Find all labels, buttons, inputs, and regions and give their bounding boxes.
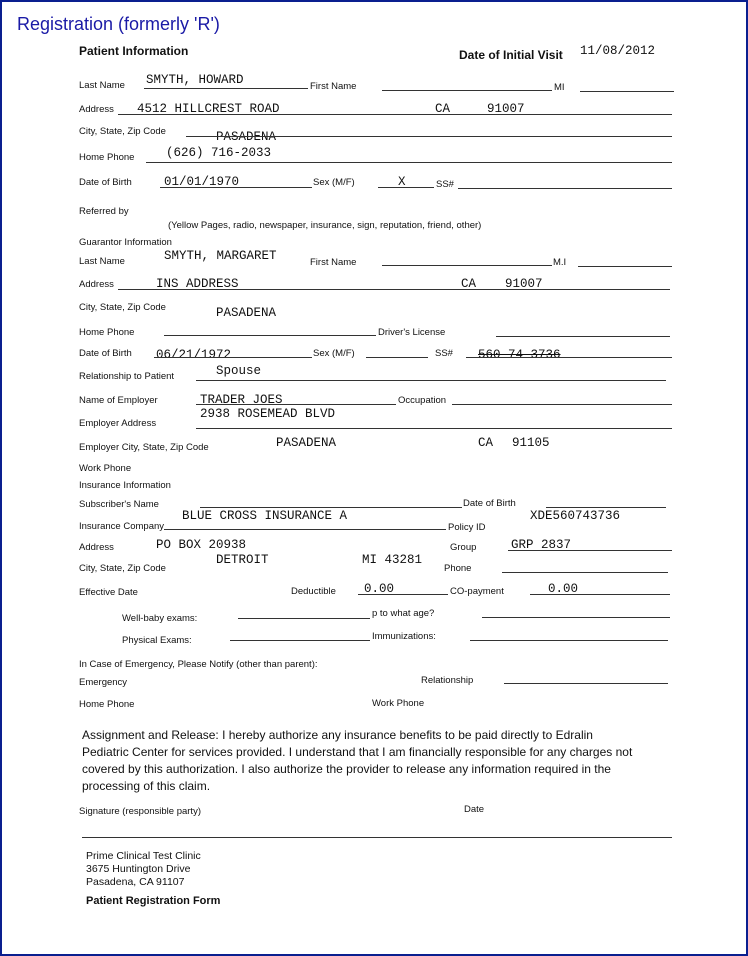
employer-state-field[interactable]: CA xyxy=(478,436,494,450)
guarantor-address-field[interactable]: INS ADDRESS xyxy=(156,277,239,291)
guarantor-ssn-label: SS# xyxy=(435,348,453,359)
insurance-company-field[interactable]: BLUE CROSS INSURANCE A xyxy=(182,509,348,523)
emergency-work-phone-label: Work Phone xyxy=(372,698,425,709)
underline xyxy=(186,136,672,137)
copay-field[interactable]: 0.00 xyxy=(548,582,579,596)
immunizations-field[interactable] xyxy=(470,640,668,641)
guarantor-home-phone-field[interactable] xyxy=(164,335,376,336)
guarantor-address-label: Address xyxy=(79,279,114,290)
guarantor-dob-field[interactable]: 06/21/1972 xyxy=(156,348,232,362)
employer-label: Name of Employer xyxy=(79,395,158,406)
guarantor-first-name-label: First Name xyxy=(310,257,357,268)
guarantor-ssn-field[interactable]: 560-74-3736 xyxy=(478,348,561,362)
underline xyxy=(196,428,672,429)
up-to-age-label: p to what age? xyxy=(372,608,435,619)
effective-date-label: Effective Date xyxy=(79,587,138,598)
underline xyxy=(378,187,434,188)
patient-address-field[interactable]: 4512 HILLCREST ROAD xyxy=(137,102,280,116)
guarantor-city-field[interactable]: PASADENA xyxy=(216,306,277,320)
subscriber-dob-field[interactable] xyxy=(546,507,666,508)
date-initial-visit-label: Date of Initial Visit xyxy=(459,48,563,62)
up-to-age-field[interactable] xyxy=(482,617,670,618)
underline xyxy=(146,162,672,163)
physical-exams-label: Physical Exams: xyxy=(122,635,192,646)
employer-city-field[interactable]: PASADENA xyxy=(276,436,337,450)
copay-label: CO-payment xyxy=(450,586,504,597)
patient-ssn-field[interactable] xyxy=(458,188,672,189)
patient-home-phone-field[interactable]: (626) 716-2033 xyxy=(166,146,272,160)
underline xyxy=(466,357,672,358)
guarantor-sex-label: Sex (M/F) xyxy=(313,348,355,359)
guarantor-mi-label: M.I xyxy=(553,257,567,268)
underline xyxy=(118,114,672,115)
insurance-address-field[interactable]: PO BOX 20938 xyxy=(156,538,247,552)
underline xyxy=(530,594,670,595)
emergency-home-phone-label: Home Phone xyxy=(79,699,135,710)
deductible-field[interactable]: 0.00 xyxy=(364,582,395,596)
patient-first-name-field[interactable] xyxy=(382,90,552,91)
policy-id-label: Policy ID xyxy=(448,522,486,533)
insurance-phone-field[interactable] xyxy=(502,572,668,573)
clinic-name: Prime Clinical Test Clinic xyxy=(86,850,201,862)
underline xyxy=(118,289,670,290)
patient-mi-field[interactable] xyxy=(580,91,674,92)
immunizations-label: Immunizations: xyxy=(372,631,436,642)
underline xyxy=(160,187,312,188)
clinic-city: Pasadena, CA 91107 xyxy=(86,876,185,888)
employer-address-field[interactable]: 2938 ROSEMEAD BLVD xyxy=(200,407,336,421)
guarantor-state-field[interactable]: CA xyxy=(461,277,477,291)
group-label: Group xyxy=(450,542,477,553)
underline xyxy=(196,380,666,381)
referred-by-label: Referred by xyxy=(79,206,129,217)
underline xyxy=(358,594,448,595)
relationship-label: Relationship to Patient xyxy=(79,371,175,382)
relationship-field[interactable]: Spouse xyxy=(216,364,262,378)
work-phone-label: Work Phone xyxy=(79,463,132,474)
referred-by-hint: (Yellow Pages, radio, newspaper, insurance, sign, reputation, friend, other) xyxy=(168,220,482,231)
patient-csz-label: City, State, Zip Code xyxy=(79,126,166,137)
guarantor-dob-label: Date of Birth xyxy=(79,348,132,359)
occupation-label: Occupation xyxy=(398,395,447,406)
underline xyxy=(196,404,396,405)
deductible-label: Deductible xyxy=(291,586,336,597)
patient-first-name-label: First Name xyxy=(310,81,357,92)
guarantor-csz-label: City, State, Zip Code xyxy=(79,302,166,313)
insurance-company-label: Insurance Company xyxy=(79,521,165,532)
emergency-label: Emergency xyxy=(79,677,128,688)
underline xyxy=(154,357,312,358)
guarantor-last-name-field[interactable]: SMYTH, MARGARET xyxy=(164,249,277,263)
form-name: Patient Registration Form xyxy=(86,895,221,907)
guarantor-zip-field[interactable]: 91007 xyxy=(505,277,543,291)
guarantor-first-name-field[interactable] xyxy=(382,265,552,266)
well-baby-field[interactable] xyxy=(238,618,370,619)
insurance-heading: Insurance Information xyxy=(79,480,171,491)
clinic-street: 3675 Huntington Drive xyxy=(86,863,191,875)
emergency-relationship-field[interactable] xyxy=(504,683,668,684)
subscriber-field[interactable] xyxy=(200,507,462,508)
patient-address-label: Address xyxy=(79,104,114,115)
underline xyxy=(508,550,672,551)
group-field[interactable]: GRP 2837 xyxy=(511,538,572,552)
assignment-release-text: Assignment and Release: I hereby authorize any insurance benefits to be paid directly to Edralin Pediatric Center for services provided. I understand that I am financially responsible for any charges not covered by this authorization. I also authorize the provider to release any information required in the processing of this claim. xyxy=(82,728,633,793)
employer-address-label: Employer Address xyxy=(79,418,157,429)
emergency-heading: In Case of Emergency, Please Notify (other than parent): xyxy=(79,659,318,670)
guarantor-mi-field[interactable] xyxy=(578,266,672,267)
patient-zip-field[interactable]: 91007 xyxy=(487,102,525,116)
insurance-state-zip-field[interactable]: MI 43281 xyxy=(362,553,423,567)
patient-dob-label: Date of Birth xyxy=(79,177,132,188)
underline xyxy=(164,529,446,530)
guarantor-sex-field[interactable] xyxy=(366,357,428,358)
patient-mi-label: MI xyxy=(554,82,565,93)
patient-last-name-field[interactable]: SMYTH, HOWARD xyxy=(146,73,244,87)
patient-sex-field[interactable]: X xyxy=(398,175,406,189)
patient-city-field[interactable]: PASADENA xyxy=(216,130,277,144)
employer-csz-label: Employer City, State, Zip Code xyxy=(79,442,209,453)
employer-zip-field[interactable]: 91105 xyxy=(512,436,550,450)
subscriber-label: Subscriber's Name xyxy=(79,499,159,510)
subscriber-dob-label: Date of Birth xyxy=(463,498,516,509)
emergency-relationship-label: Relationship xyxy=(421,675,474,686)
signature-label: Signature (responsible party) xyxy=(79,806,201,817)
section-patient-heading: Patient Information xyxy=(79,44,189,58)
guarantor-last-name-label: Last Name xyxy=(79,256,125,267)
physical-exams-field[interactable] xyxy=(230,640,370,641)
patient-state-field[interactable]: CA xyxy=(435,102,451,116)
policy-id-field[interactable]: XDE560743736 xyxy=(530,509,621,523)
insurance-address-label: Address xyxy=(79,542,114,553)
patient-dob-field[interactable]: 01/01/1970 xyxy=(164,175,240,189)
occupation-field[interactable] xyxy=(452,404,672,405)
drivers-license-field[interactable] xyxy=(496,336,670,337)
signature-date-label: Date xyxy=(464,804,485,815)
page-title: Registration (formerly 'R') xyxy=(17,14,220,34)
guarantor-heading: Guarantor Information xyxy=(79,237,172,248)
patient-sex-label: Sex (M/F) xyxy=(313,177,355,188)
insurance-csz-label: City, State, Zip Code xyxy=(79,563,166,574)
insurance-city-field[interactable]: DETROIT xyxy=(216,553,269,567)
guarantor-home-phone-label: Home Phone xyxy=(79,327,135,338)
patient-home-phone-label: Home Phone xyxy=(79,152,135,163)
patient-ssn-label: SS# xyxy=(436,179,454,190)
employer-field[interactable]: TRADER JOES xyxy=(200,393,283,407)
date-initial-visit-value[interactable]: 11/08/2012 xyxy=(580,44,656,58)
signature-line[interactable] xyxy=(82,837,672,838)
well-baby-label: Well-baby exams: xyxy=(122,613,198,624)
drivers-license-label: Driver's License xyxy=(378,327,446,338)
patient-last-name-label: Last Name xyxy=(79,80,125,91)
underline xyxy=(144,88,308,89)
insurance-phone-label: Phone xyxy=(444,563,472,574)
